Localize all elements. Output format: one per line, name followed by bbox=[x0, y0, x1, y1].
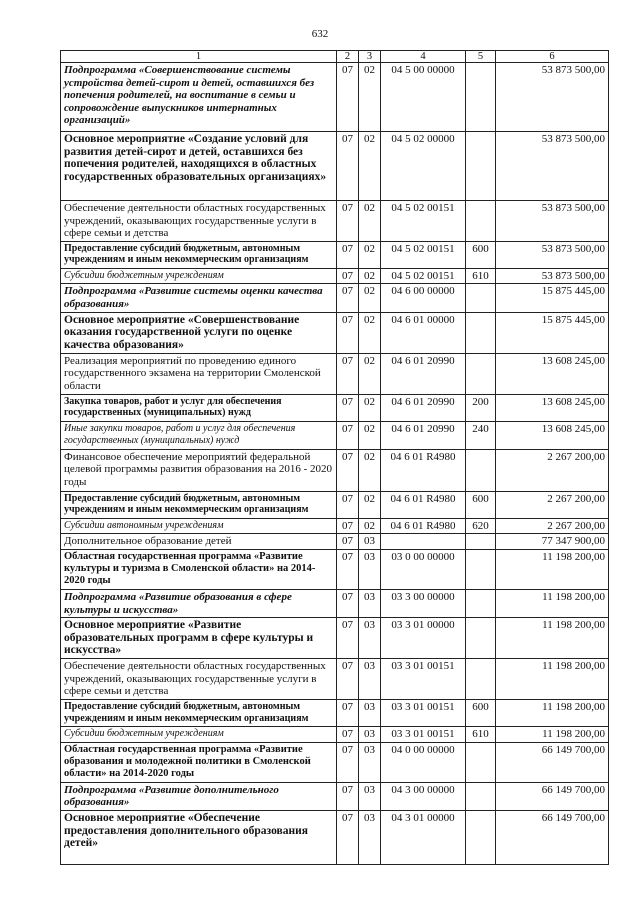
subsection-code-cell: 02 bbox=[359, 241, 381, 268]
expense-type-cell bbox=[466, 618, 496, 659]
amount-cell: 11 198 200,00 bbox=[496, 659, 609, 700]
subsection-code-cell: 03 bbox=[359, 782, 381, 810]
expense-type-cell bbox=[466, 534, 496, 550]
section-code-cell: 07 bbox=[337, 312, 359, 353]
item-name-cell: Обеспечение деятельности областных государственных учреждений, оказывающих государственные услуги в сфере семьи и детства bbox=[61, 201, 337, 242]
amount-cell: 53 873 500,00 bbox=[496, 63, 609, 132]
item-name-cell: Основное мероприятие «Обеспечение предоставления дополнительного образования детей» bbox=[61, 810, 337, 864]
section-code-cell: 07 bbox=[337, 589, 359, 617]
table-row bbox=[61, 534, 609, 550]
expense-type-cell bbox=[466, 742, 496, 782]
table-row bbox=[61, 353, 609, 394]
subsection-code-cell: 02 bbox=[359, 268, 381, 284]
expense-type-cell bbox=[466, 659, 496, 700]
target-article-cell: 04 6 01 R4980 bbox=[381, 518, 466, 534]
item-name-cell: Подпрограмма «Развитие дополнительного образования» bbox=[61, 782, 337, 810]
subsection-code-cell: 03 bbox=[359, 659, 381, 700]
amount-cell: 66 149 700,00 bbox=[496, 742, 609, 782]
target-article-cell: 04 6 01 20990 bbox=[381, 394, 466, 421]
subsection-code-cell: 03 bbox=[359, 727, 381, 743]
section-code-cell: 07 bbox=[337, 742, 359, 782]
table-row bbox=[61, 549, 609, 589]
section-code-cell: 07 bbox=[337, 268, 359, 284]
expense-type-cell: 240 bbox=[466, 421, 496, 449]
expense-type-cell: 600 bbox=[466, 241, 496, 268]
expense-type-cell bbox=[466, 449, 496, 491]
amount-cell: 13 608 245,00 bbox=[496, 394, 609, 421]
table-row bbox=[61, 727, 609, 743]
target-article-cell: 04 6 01 20990 bbox=[381, 353, 466, 394]
section-code-cell: 07 bbox=[337, 353, 359, 394]
target-article-cell: 04 5 02 00151 bbox=[381, 201, 466, 242]
expense-type-cell bbox=[466, 810, 496, 864]
target-article-cell: 04 0 00 00000 bbox=[381, 742, 466, 782]
amount-cell: 11 198 200,00 bbox=[496, 549, 609, 589]
table-row bbox=[61, 201, 609, 242]
subsection-code-cell: 03 bbox=[359, 549, 381, 589]
target-article-cell: 04 6 00 00000 bbox=[381, 284, 466, 312]
expense-type-cell bbox=[466, 284, 496, 312]
target-article-cell: 04 6 01 R4980 bbox=[381, 491, 466, 518]
expense-type-cell: 610 bbox=[466, 727, 496, 743]
subsection-code-cell: 03 bbox=[359, 534, 381, 550]
expense-type-cell bbox=[466, 353, 496, 394]
item-name-cell: Областная государственная программа «Развитие культуры и туризма в Смоленской области» на 2014-2020 годы bbox=[61, 549, 337, 589]
section-code-cell: 07 bbox=[337, 700, 359, 727]
amount-cell: 2 267 200,00 bbox=[496, 518, 609, 534]
target-article-cell: 04 6 01 R4980 bbox=[381, 449, 466, 491]
item-name-cell: Дополнительное образование детей bbox=[61, 534, 337, 550]
section-code-cell: 07 bbox=[337, 518, 359, 534]
subsection-code-cell: 02 bbox=[359, 353, 381, 394]
subsection-code-cell: 02 bbox=[359, 132, 381, 201]
expense-type-cell bbox=[466, 312, 496, 353]
amount-cell: 66 149 700,00 bbox=[496, 782, 609, 810]
table-row bbox=[61, 742, 609, 782]
amount-cell: 13 608 245,00 bbox=[496, 421, 609, 449]
table-row bbox=[61, 618, 609, 659]
table-row bbox=[61, 491, 609, 518]
amount-cell: 11 198 200,00 bbox=[496, 727, 609, 743]
target-article-cell: 03 0 00 00000 bbox=[381, 549, 466, 589]
amount-cell: 15 875 445,00 bbox=[496, 312, 609, 353]
subsection-code-cell: 02 bbox=[359, 312, 381, 353]
amount-cell: 2 267 200,00 bbox=[496, 491, 609, 518]
item-name-cell: Иные закупки товаров, работ и услуг для обеспечения государственных (муниципальных) нужд bbox=[61, 421, 337, 449]
target-article-cell: 04 6 01 20990 bbox=[381, 421, 466, 449]
amount-cell: 53 873 500,00 bbox=[496, 201, 609, 242]
table-row bbox=[61, 268, 609, 284]
subsection-code-cell: 02 bbox=[359, 201, 381, 242]
subsection-code-cell: 02 bbox=[359, 284, 381, 312]
item-name-cell: Предоставление субсидий бюджетным, автономным учреждениям и иным некоммерческим организациям bbox=[61, 491, 337, 518]
amount-cell: 15 875 445,00 bbox=[496, 284, 609, 312]
header-cell: 5 bbox=[466, 51, 496, 63]
section-code-cell: 07 bbox=[337, 810, 359, 864]
table-row bbox=[61, 518, 609, 534]
section-code-cell: 07 bbox=[337, 449, 359, 491]
section-code-cell: 07 bbox=[337, 284, 359, 312]
section-code-cell: 07 bbox=[337, 132, 359, 201]
table-row bbox=[61, 63, 609, 132]
expense-type-cell: 600 bbox=[466, 700, 496, 727]
table-row bbox=[61, 394, 609, 421]
item-name-cell: Реализация мероприятий по проведению единого государственного экзамена на территории Смоленской области bbox=[61, 353, 337, 394]
item-name-cell: Основное мероприятие «Развитие образовательных программ в сфере культуры и искусства» bbox=[61, 618, 337, 659]
item-name-cell: Основное мероприятие «Совершенствование оказания государственной услуги по оценке качества образования» bbox=[61, 312, 337, 353]
expense-type-cell bbox=[466, 549, 496, 589]
section-code-cell: 07 bbox=[337, 63, 359, 132]
table-row bbox=[61, 449, 609, 491]
header-cell: 3 bbox=[359, 51, 381, 63]
target-article-cell: 04 3 00 00000 bbox=[381, 782, 466, 810]
header-cell: 2 bbox=[337, 51, 359, 63]
budget-table bbox=[60, 50, 609, 865]
target-article-cell: 03 3 01 00000 bbox=[381, 618, 466, 659]
section-code-cell: 07 bbox=[337, 549, 359, 589]
expense-type-cell bbox=[466, 782, 496, 810]
amount-cell: 11 198 200,00 bbox=[496, 618, 609, 659]
item-name-cell: Субсидии бюджетным учреждениям bbox=[61, 727, 337, 743]
expense-type-cell bbox=[466, 63, 496, 132]
target-article-cell: 03 3 00 00000 bbox=[381, 589, 466, 617]
item-name-cell: Закупка товаров, работ и услуг для обеспечения государственных (муниципальных) нужд bbox=[61, 394, 337, 421]
section-code-cell: 07 bbox=[337, 491, 359, 518]
subsection-code-cell: 03 bbox=[359, 589, 381, 617]
target-article-cell bbox=[381, 534, 466, 550]
subsection-code-cell: 03 bbox=[359, 742, 381, 782]
table-row bbox=[61, 132, 609, 201]
table-row bbox=[61, 421, 609, 449]
item-name-cell: Предоставление субсидий бюджетным, автономным учреждениям и иным некоммерческим организациям bbox=[61, 700, 337, 727]
expense-type-cell bbox=[466, 132, 496, 201]
amount-cell: 13 608 245,00 bbox=[496, 353, 609, 394]
expense-type-cell: 610 bbox=[466, 268, 496, 284]
expense-type-cell bbox=[466, 201, 496, 242]
section-code-cell: 07 bbox=[337, 782, 359, 810]
item-name-cell: Субсидии бюджетным учреждениям bbox=[61, 268, 337, 284]
target-article-cell: 04 5 02 00151 bbox=[381, 241, 466, 268]
item-name-cell: Подпрограмма «Развитие системы оценки качества образования» bbox=[61, 284, 337, 312]
table-row bbox=[61, 589, 609, 617]
amount-cell: 11 198 200,00 bbox=[496, 589, 609, 617]
table-row bbox=[61, 312, 609, 353]
amount-cell: 11 198 200,00 bbox=[496, 700, 609, 727]
header-cell: 1 bbox=[61, 51, 337, 63]
item-name-cell: Подпрограмма «Совершенствование системы устройства детей-сирот и детей, оставшихся без попечения родителей, на воспитание в семьи и сопровождение выпускников интернатных организаций» bbox=[61, 63, 337, 132]
table-row bbox=[61, 241, 609, 268]
section-code-cell: 07 bbox=[337, 421, 359, 449]
target-article-cell: 04 5 02 00151 bbox=[381, 268, 466, 284]
table-row bbox=[61, 810, 609, 864]
target-article-cell: 03 3 01 00151 bbox=[381, 659, 466, 700]
expense-type-cell bbox=[466, 589, 496, 617]
section-code-cell: 07 bbox=[337, 659, 359, 700]
table-row bbox=[61, 700, 609, 727]
expense-type-cell: 200 bbox=[466, 394, 496, 421]
page-number: 632 bbox=[311, 28, 329, 40]
amount-cell: 66 149 700,00 bbox=[496, 810, 609, 864]
section-code-cell: 07 bbox=[337, 394, 359, 421]
amount-cell: 53 873 500,00 bbox=[496, 268, 609, 284]
item-name-cell: Обеспечение деятельности областных государственных учреждений, оказывающих государственные услуги в сфере семьи и детства bbox=[61, 659, 337, 700]
section-code-cell: 07 bbox=[337, 618, 359, 659]
table-row bbox=[61, 659, 609, 700]
amount-cell: 53 873 500,00 bbox=[496, 241, 609, 268]
item-name-cell: Подпрограмма «Развитие образования в сфере культуры и искусства» bbox=[61, 589, 337, 617]
amount-cell: 77 347 900,00 bbox=[496, 534, 609, 550]
item-name-cell: Субсидии автономным учреждениям bbox=[61, 518, 337, 534]
subsection-code-cell: 02 bbox=[359, 449, 381, 491]
subsection-code-cell: 02 bbox=[359, 63, 381, 132]
subsection-code-cell: 03 bbox=[359, 810, 381, 864]
expense-type-cell: 620 bbox=[466, 518, 496, 534]
target-article-cell: 04 3 01 00000 bbox=[381, 810, 466, 864]
subsection-code-cell: 02 bbox=[359, 421, 381, 449]
header-cell: 4 bbox=[381, 51, 466, 63]
table-row bbox=[61, 284, 609, 312]
amount-cell: 2 267 200,00 bbox=[496, 449, 609, 491]
section-code-cell: 07 bbox=[337, 534, 359, 550]
subsection-code-cell: 02 bbox=[359, 491, 381, 518]
section-code-cell: 07 bbox=[337, 241, 359, 268]
table-row bbox=[61, 782, 609, 810]
item-name-cell: Основное мероприятие «Создание условий для развития детей-сирот и детей, оставшихся без попечения родителей, находящихся в областных государственных образовательных организациях» bbox=[61, 132, 337, 201]
target-article-cell: 03 3 01 00151 bbox=[381, 727, 466, 743]
subsection-code-cell: 02 bbox=[359, 394, 381, 421]
expense-type-cell: 600 bbox=[466, 491, 496, 518]
item-name-cell: Финансовое обеспечение мероприятий федеральной целевой программы развития образования на 2016 - 2020 годы bbox=[61, 449, 337, 491]
section-code-cell: 07 bbox=[337, 727, 359, 743]
target-article-cell: 04 5 00 00000 bbox=[381, 63, 466, 132]
target-article-cell: 04 6 01 00000 bbox=[381, 312, 466, 353]
subsection-code-cell: 03 bbox=[359, 618, 381, 659]
header-cell: 6 bbox=[496, 51, 609, 63]
target-article-cell: 04 5 02 00000 bbox=[381, 132, 466, 201]
amount-cell: 53 873 500,00 bbox=[496, 132, 609, 201]
item-name-cell: Предоставление субсидий бюджетным, автономным учреждениям и иным некоммерческим организациям bbox=[61, 241, 337, 268]
target-article-cell: 03 3 01 00151 bbox=[381, 700, 466, 727]
subsection-code-cell: 02 bbox=[359, 518, 381, 534]
table-body bbox=[61, 51, 609, 865]
subsection-code-cell: 03 bbox=[359, 700, 381, 727]
header-row bbox=[61, 51, 609, 63]
item-name-cell: Областная государственная программа «Развитие образования и молодежной политики в Смоленской области» на 2014-2020 годы bbox=[61, 742, 337, 782]
section-code-cell: 07 bbox=[337, 201, 359, 242]
